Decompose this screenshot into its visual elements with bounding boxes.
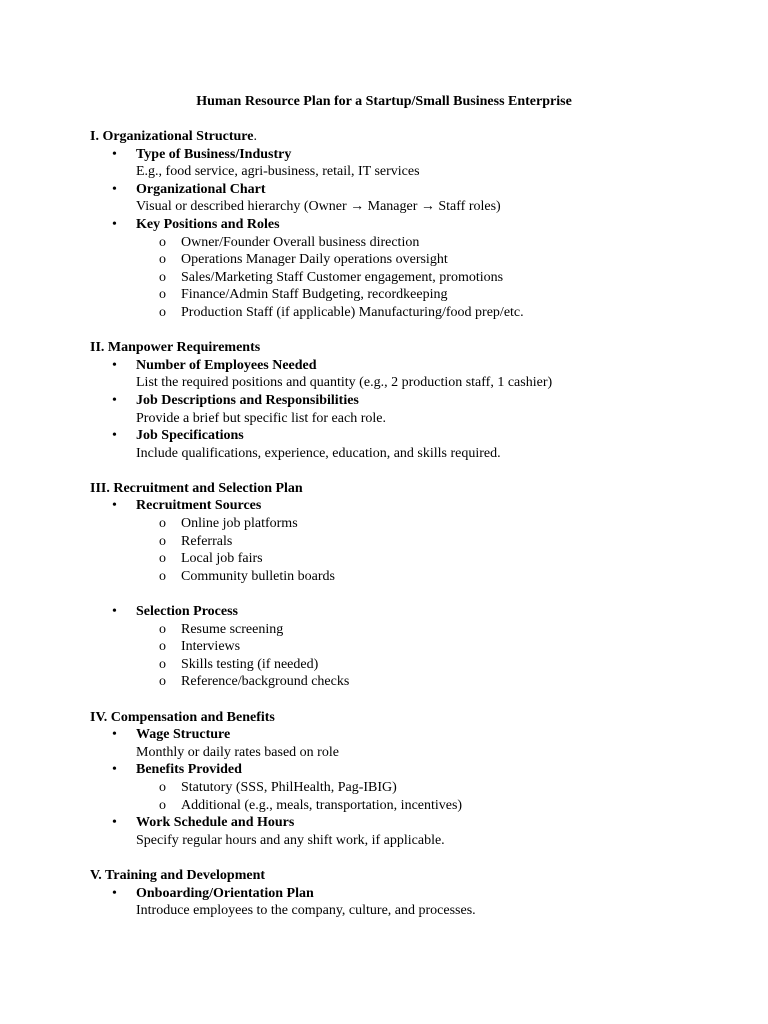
section-heading bbox=[90, 128, 730, 146]
sub-list-text: Community bulletin boards bbox=[181, 568, 335, 584]
sub-list-item bbox=[136, 568, 730, 586]
sub-list-text: Statutory (SSS, PhilHealth, Pag-IBIG) bbox=[181, 779, 397, 795]
sub-list bbox=[90, 234, 730, 322]
sub-list-item bbox=[136, 286, 730, 304]
sub-list-item bbox=[136, 533, 730, 551]
bullet-heading: Wage Structure bbox=[136, 727, 231, 743]
bullet-icon: • bbox=[112, 181, 117, 197]
sub-list-text: Online job platforms bbox=[181, 516, 298, 532]
section-heading-text: III. Recruitment and Selection Plan bbox=[90, 480, 303, 496]
hollow-circle-icon: o bbox=[159, 516, 166, 532]
sub-list-item bbox=[136, 269, 730, 287]
sub-list-text: Resume screening bbox=[181, 621, 284, 637]
section-heading-trailing: . bbox=[253, 129, 257, 144]
section bbox=[90, 339, 730, 462]
spacer bbox=[90, 585, 730, 603]
bullet-icon: • bbox=[112, 392, 117, 408]
bullet-description: Provide a brief but specific list for each role. bbox=[136, 410, 386, 426]
bullet-item bbox=[90, 497, 730, 515]
sub-list-item bbox=[136, 797, 730, 815]
sub-list-item bbox=[136, 779, 730, 797]
sub-list bbox=[90, 779, 730, 814]
hollow-circle-icon: o bbox=[159, 252, 166, 268]
bullet-heading: Recruitment Sources bbox=[136, 498, 262, 514]
bullet-icon: • bbox=[112, 357, 117, 373]
bullet-heading: Job Specifications bbox=[136, 428, 244, 444]
sub-list-text: Owner/Founder Overall business direction bbox=[181, 234, 420, 250]
bullet-heading: Organizational Chart bbox=[136, 181, 266, 197]
bullet-icon: • bbox=[112, 727, 117, 743]
bullet-heading: Key Positions and Roles bbox=[136, 216, 280, 232]
section-heading bbox=[90, 867, 730, 885]
sub-list-text: Sales/Marketing Staff Customer engagement, promotions bbox=[181, 269, 504, 285]
bullet-heading: Work Schedule and Hours bbox=[136, 815, 295, 831]
bullet-item bbox=[90, 814, 730, 849]
section-heading bbox=[90, 339, 730, 357]
bullet-icon: • bbox=[112, 815, 117, 831]
sub-list-text: Additional (e.g., meals, transportation, incentives) bbox=[181, 797, 463, 813]
bullet-description: List the required positions and quantity (e.g., 2 production staff, 1 cashier) bbox=[136, 375, 553, 391]
section-heading-text: II. Manpower Requirements bbox=[90, 340, 261, 356]
bullet-description: E.g., food service, agri-business, retail, IT services bbox=[136, 164, 420, 180]
bullet-icon: • bbox=[112, 604, 117, 620]
document-title: Human Resource Plan for a Startup/Small Business Enterprise bbox=[196, 94, 572, 109]
sub-list-item bbox=[136, 621, 730, 639]
hollow-circle-icon: o bbox=[159, 269, 166, 285]
bullet-description: Monthly or daily rates based on role bbox=[136, 744, 339, 760]
section-heading bbox=[90, 709, 730, 727]
bullet-item bbox=[90, 216, 730, 234]
bullet-icon: • bbox=[112, 498, 117, 514]
bullet-heading: Job Descriptions and Responsibilities bbox=[136, 392, 359, 408]
sub-list-item bbox=[136, 673, 730, 691]
sub-list-text: Reference/background checks bbox=[181, 674, 350, 690]
bullet-description: Specify regular hours and any shift work, if applicable. bbox=[136, 832, 445, 848]
bullet-item bbox=[90, 427, 730, 462]
hollow-circle-icon: o bbox=[159, 533, 166, 549]
hollow-circle-icon: o bbox=[159, 234, 166, 250]
sub-list bbox=[90, 515, 730, 585]
sub-list-item bbox=[136, 251, 730, 269]
hollow-circle-icon: o bbox=[159, 674, 166, 690]
hollow-circle-icon: o bbox=[159, 797, 166, 813]
document-body bbox=[90, 128, 730, 937]
hollow-circle-icon: o bbox=[159, 656, 166, 672]
sub-list-text: Referrals bbox=[181, 533, 233, 549]
hollow-circle-icon: o bbox=[159, 639, 166, 655]
sub-list-text: Production Staff (if applicable) Manufacturing/food prep/etc. bbox=[181, 304, 524, 320]
bullet-description: Include qualifications, experience, education, and skills required. bbox=[136, 445, 501, 461]
bullet-item bbox=[90, 885, 730, 920]
hollow-circle-icon: o bbox=[159, 287, 166, 303]
sub-list bbox=[90, 621, 730, 691]
bullet-heading: Selection Process bbox=[136, 604, 238, 620]
bullet-icon: • bbox=[112, 216, 117, 232]
bullet-heading: Type of Business/Industry bbox=[136, 146, 292, 162]
sub-list-text: Local job fairs bbox=[181, 551, 263, 567]
section bbox=[90, 709, 730, 850]
hollow-circle-icon: o bbox=[159, 304, 166, 320]
bullet-item bbox=[90, 181, 730, 216]
bullet-icon: • bbox=[112, 885, 117, 901]
section bbox=[90, 867, 730, 920]
section bbox=[90, 128, 730, 322]
sub-list-item bbox=[136, 656, 730, 674]
bullet-item bbox=[90, 726, 730, 761]
section bbox=[90, 480, 730, 691]
sub-list-text: Interviews bbox=[181, 639, 241, 655]
sub-list-item bbox=[136, 515, 730, 533]
hollow-circle-icon: o bbox=[159, 568, 166, 584]
section-heading-text: IV. Compensation and Benefits bbox=[90, 709, 275, 725]
bullet-heading: Onboarding/Orientation Plan bbox=[136, 885, 314, 901]
sub-list-text: Skills testing (if needed) bbox=[181, 656, 319, 672]
sub-list-item bbox=[136, 234, 730, 252]
sub-list-item bbox=[136, 638, 730, 656]
bullet-icon: • bbox=[112, 146, 117, 162]
sub-list-text: Operations Manager Daily operations oversight bbox=[181, 252, 448, 268]
bullet-icon: • bbox=[112, 428, 117, 444]
sub-list-item bbox=[136, 550, 730, 568]
bullet-item bbox=[90, 761, 730, 779]
bullet-icon: • bbox=[112, 762, 117, 778]
section-heading-text: I. Organizational Structure bbox=[90, 129, 254, 144]
bullet-item bbox=[90, 357, 730, 392]
sub-list-item bbox=[136, 304, 730, 322]
sub-list-text: Finance/Admin Staff Budgeting, recordkeeping bbox=[181, 287, 448, 303]
hollow-circle-icon: o bbox=[159, 621, 166, 637]
bullet-heading: Number of Employees Needed bbox=[136, 357, 317, 373]
hollow-circle-icon: o bbox=[159, 551, 166, 567]
bullet-description: Introduce employees to the company, culture, and processes. bbox=[136, 903, 476, 919]
bullet-heading: Benefits Provided bbox=[136, 762, 242, 778]
bullet-item bbox=[90, 146, 730, 181]
bullet-item bbox=[90, 392, 730, 427]
section-heading bbox=[90, 480, 730, 498]
hollow-circle-icon: o bbox=[159, 779, 166, 795]
bullet-item bbox=[90, 603, 730, 621]
bullet-description: Visual or described hierarchy (Owner → Manager → Staff roles) bbox=[136, 199, 501, 215]
section-heading-text: V. Training and Development bbox=[90, 867, 266, 883]
